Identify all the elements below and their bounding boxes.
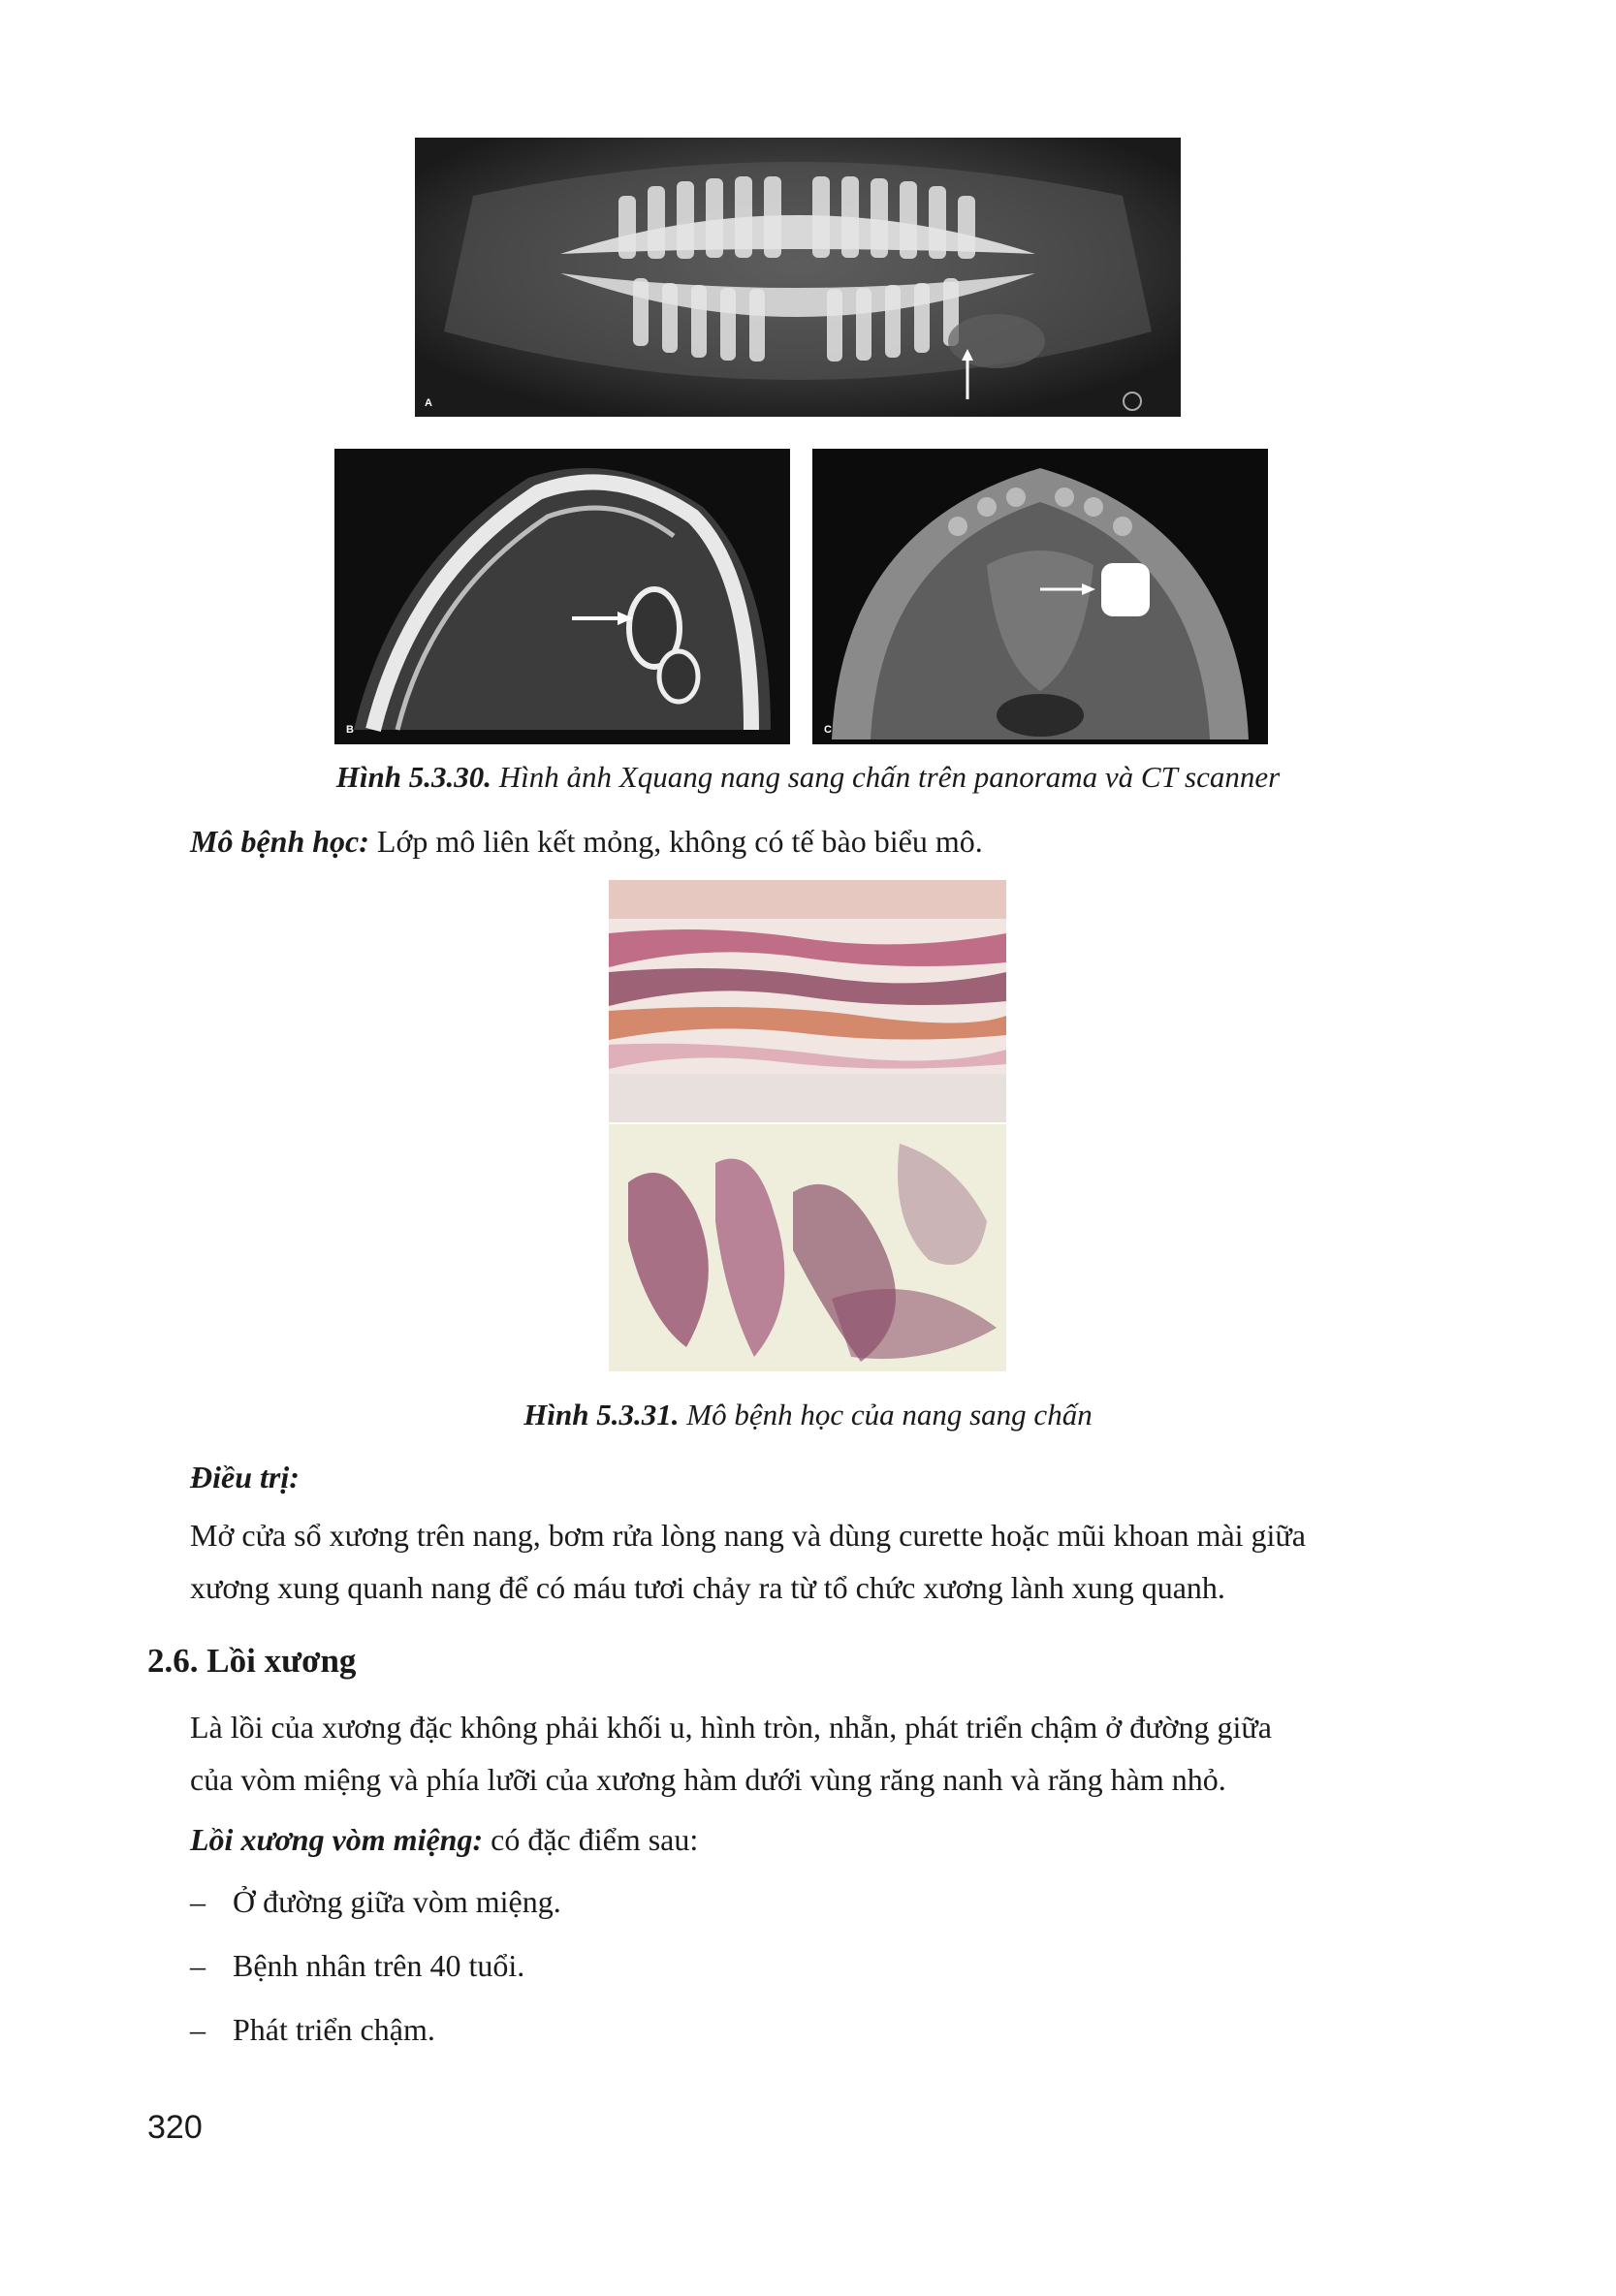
page-number: 320 [147, 2109, 203, 2146]
section-2-6-heading: 2.6. Lồi xương [147, 1642, 357, 1680]
treatment-label: Điều trị: [190, 1460, 300, 1494]
histology-label: Mô bệnh học: [190, 824, 369, 859]
panel-c-label: C [824, 724, 832, 736]
bullet-text: Phát triển chậm. [233, 2012, 435, 2047]
figure-5-3-31-caption [0, 1398, 1616, 1432]
figure-5-3-31-number: Hình 5.3.31. [523, 1398, 680, 1431]
bullet-text: Bệnh nhân trên 40 tuổi. [233, 1948, 525, 1983]
bullet-dash: – [190, 1948, 206, 1983]
palate-torus-label: Lồi xương vòm miệng: [190, 1822, 484, 1857]
section-2-6-line-2: của vòm miệng và phía lưỡi của xương hàm dưới vùng răng nanh và răng hàm nhỏ. [190, 1762, 1226, 1797]
panel-a-label: A [425, 397, 432, 409]
histology-text: Lớp mô liên kết mỏng, không có tế bào biểu mô. [368, 824, 983, 859]
palate-torus-text: có đặc điểm sau: [483, 1822, 699, 1857]
treatment-line-1: Mở cửa sổ xương trên nang, bơm rửa lòng nang và dùng curette hoặc mũi khoan mài giữa [190, 1518, 1306, 1553]
panel-b-label: B [346, 724, 354, 736]
bullet-item [190, 1948, 524, 1984]
bullet-dash: – [190, 1884, 206, 1919]
figure-5-3-30-number: Hình 5.3.30. [335, 760, 492, 794]
histology-image-top [609, 880, 1006, 1122]
figure-5-3-31-text: Mô bệnh học của nang sang chấn [679, 1398, 1093, 1431]
treatment-line-2: xương xung quanh nang để có máu tươi chảy ra từ tổ chức xương lành xung quanh. [190, 1570, 1225, 1605]
mri-scan-image [812, 449, 1268, 744]
ct-scan-image [334, 449, 790, 744]
bullet-item [190, 1884, 561, 1920]
histology-image-bottom [609, 1124, 1006, 1371]
panoramic-xray-image [415, 138, 1181, 417]
palate-torus-paragraph [190, 1814, 698, 1865]
histology-paragraph [190, 816, 983, 866]
section-2-6-line-1: Là lồi của xương đặc không phải khối u, hình tròn, nhẵn, phát triển chậm ở đường giữa [190, 1710, 1272, 1745]
bullet-text: Ở đường giữa vòm miệng. [233, 1884, 561, 1919]
figure-5-3-30-caption [0, 760, 1616, 795]
bullet-item [190, 2012, 435, 2048]
figure-5-3-30-text: Hình ảnh Xquang nang sang chấn trên panorama và CT scanner [491, 760, 1281, 794]
bullet-dash: – [190, 2012, 206, 2047]
